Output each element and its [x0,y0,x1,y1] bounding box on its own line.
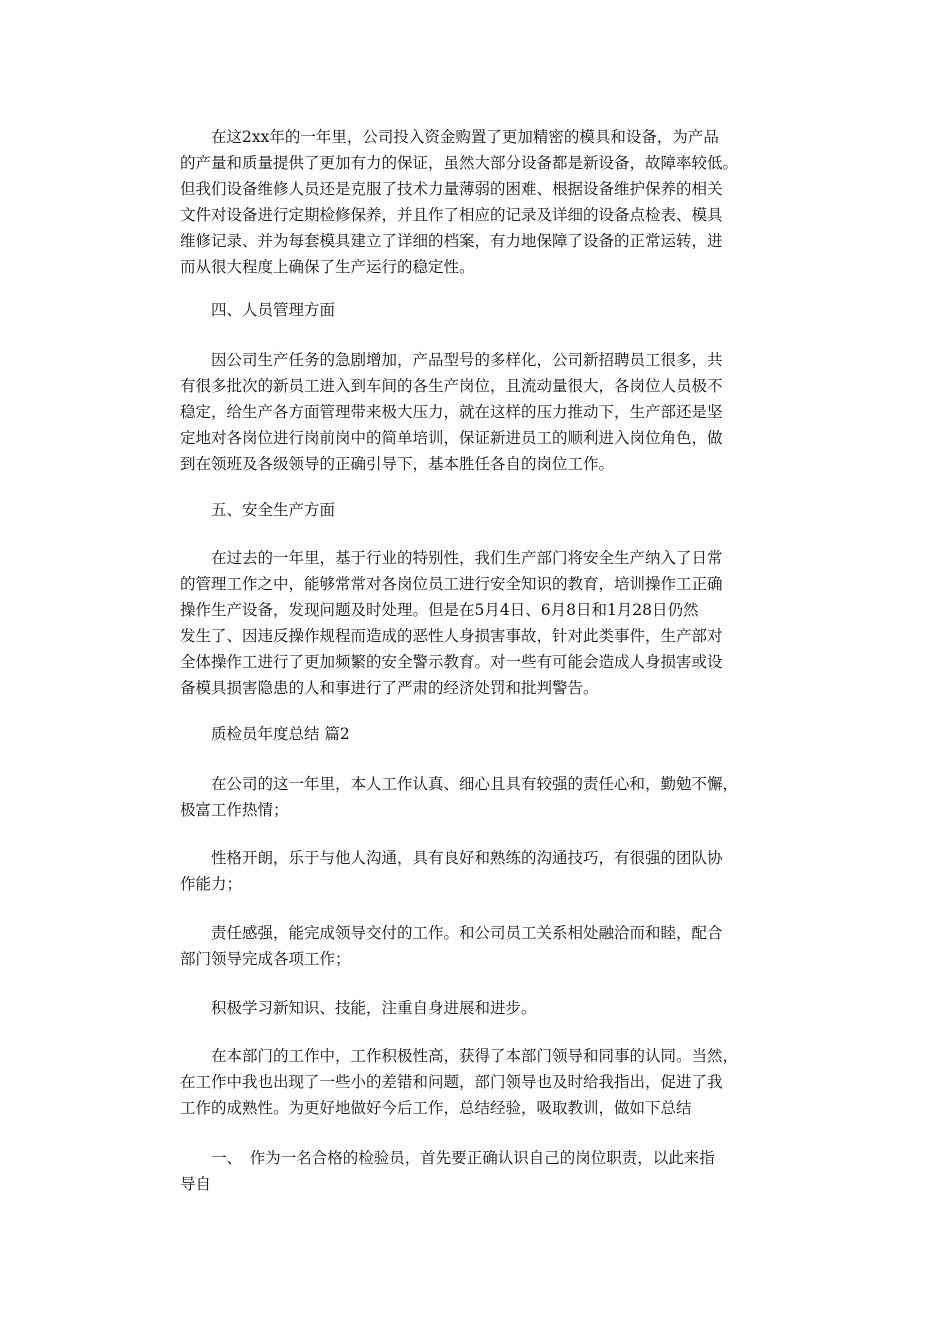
section-heading-personnel: 四、人员管理方面 [180,301,336,319]
section-heading-safety: 五、安全生产方面 [180,501,336,519]
paragraph-personnel-management: 因公司生产任务的急剧增加，产品型号的多样化，公司新招聘员工很多，共 有很多批次的新员工进入到车间的各生产岗位，且流动量很大，各岗位人员极不 稳定，给生产各方面管理带来极大压力，就在这样的压力推动下，生产部还是坚 定地对各岗位进行岗前岗中的简单培训，保证新进员工的顺利进入岗位角色，做 到在领班及各级领导的正确引导下，基本胜任各自的岗位工作。 [180,351,723,473]
paragraph-work-attitude: 在公司的这一年里，本人工作认真、细心且具有较强的责任心和，勤勉不懈， 极富工作热情； [180,775,739,819]
paragraph-summary-item-1: 一、 作为一名合格的检验员，首先要正确认识自己的岗位职责，以此来指 导自 [180,1149,715,1193]
paragraph-equipment-maintenance: 在这2xx年的一年里，公司投入资金购置了更加精密的模具和设备，为产品 的产量和质量提供了更加有力的保证，虽然大部分设备都是新设备，故障率较低。 但我们设备维修人员还是克服了技术力量薄弱的困难、根据设备维护保养的相关 文件对设备进行定期检修保养，并且作了相应的记录及详细的设备点检表、模具 维修记录、并为每套模具建立了详细的档案，有力地保障了设备的正常运转，进 而从很大程度上确保了生产运行的稳定性。 [180,128,739,276]
article-heading-2: 质检员年度总结 篇2 [180,725,350,743]
paragraph-responsibility: 责任感强，能完成领导交付的工作。和公司员工关系相处融洽而和睦，配合 部门领导完成各项工作； [180,924,723,968]
paragraph-department-work: 在本部门的工作中，工作积极性高，获得了本部门领导和同事的认同。当然， 在工作中我也出现了一些小的差错和问题，部门领导也及时给我指出，促进了我 工作的成熟性。为更好地做好今后工作，总结经验，吸取教训，做如下总结 [180,1047,739,1117]
paragraph-safety-production: 在过去的一年里，基于行业的特别性，我们生产部门将安全生产纳入了日常 的管理工作之中，能够常常对各岗位员工进行安全知识的教育，培训操作工正确 操作生产设备，发现问题及时处理。但是在5月4日、6月8日和1月28日仍然 发生了、因违反操作规程而造成的恶性人身损害事故，针对此类事件，生产部对 全体操作工进行了更加频繁的安全警示教育。对一些有可能会造成人身损害或设 备模具损害隐患的人和事进行了严肃的经济处罚和批判警告。 [180,549,723,697]
paragraph-learning: 积极学习新知识、技能，注重自身进展和进步。 [180,999,537,1017]
paragraph-personality: 性格开朗，乐于与他人沟通，具有良好和熟练的沟通技巧，有很强的团队协 作能力； [180,849,723,893]
